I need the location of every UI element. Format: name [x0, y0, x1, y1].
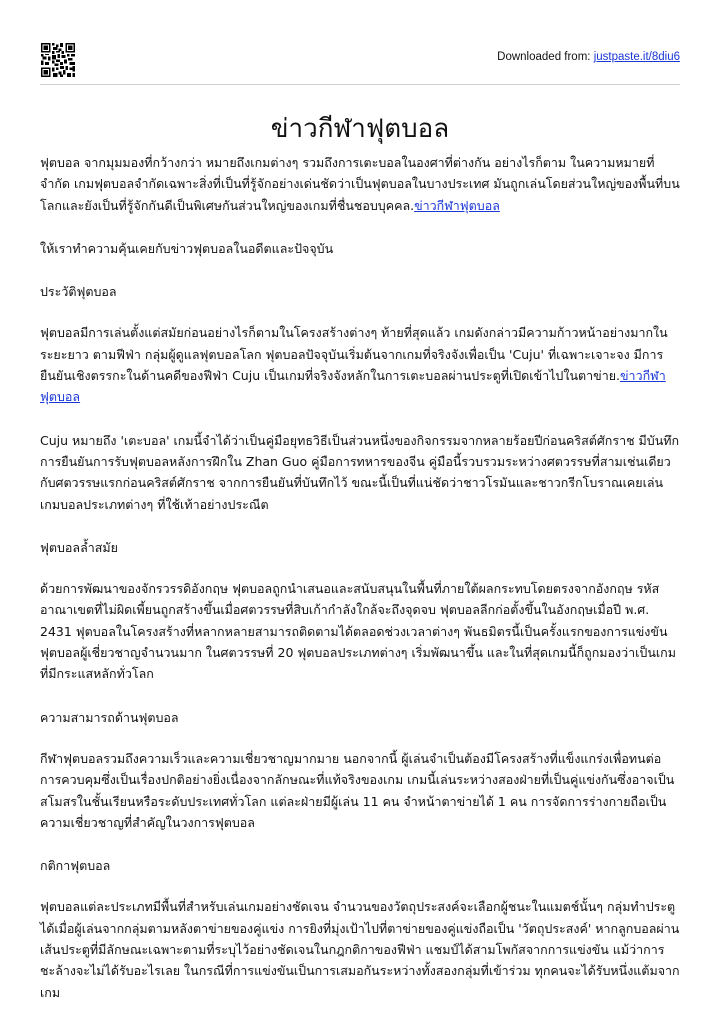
download-source [497, 51, 680, 63]
section-heading-modern: ฟุตบอลล้ำสมัย [40, 539, 118, 555]
section-heading-rules: กติกาฟุตบอล [40, 858, 111, 874]
paragraph-modern: ด้วยการพัฒนาของจักรวรรดิอังกฤษ ฟุตบอลถูกนำเสนอและสนับสนุนในพื้นที่ภายใต้ผลกระทบโดยตรงจากอังกฤษ รหัสอาณาเขตที่ไม่ผิดเพี้ยนถูกสร้างขึ้นเมื่อศตวรรษที่สิบเก้ากำลังใกล้จะถึงจุดจบ ฟุตบอลลีกก่อตั้งขึ้นในอังกฤษเมื่อปี พ.ศ. 2431 ฟุตบอลในโครงสร้างที่หลากหลายสามารถติดตามได้ตลอดช่วงเวลาต่างๆ พันธมิตรนี้เป็นครั้งแรกของการแข่งขันฟุตบอลผู้เชี่ยวชาญจำนวนมาก ในศตวรรษที่ 20 ฟุตบอลประเภทต่างๆ เริ่มพัฒนาขึ้น และในที่สุดเกมนี้ก็ถูกมองว่าเป็นเกมที่มีกระแสหลักทั่วโลก [40, 581, 676, 682]
article-link[interactable]: ข่าวกีฬาฟุตบอล [40, 368, 666, 405]
paragraph-history [40, 322, 680, 407]
paragraph-intro [40, 152, 680, 216]
paragraph-lead: ให้เราทำความคุ้นเคยกับข่าวฟุตบอลในอดีตและปัจจุบัน [40, 240, 334, 256]
paragraph-skills: กีฬาฟุตบอลรวมถึงความเร็วและความเชี่ยวชาญมากมาย นอกจากนี้ ผู้เล่นจำเป็นต้องมีโครงสร้างที่แข็งแกร่งเพื่อทนต่อการควบคุมซึ่งเป็นเรื่องปกติอย่างยิ่งเนื่องจากลักษณะที่แท้จริงของเกม เกมนี้เล่นระหว่างสองฝ่ายที่เป็นคู่แข่งกันซึ่งอาจเป็นสโมสรในชั้นเรียนหรือระดับประเทศทั่วโลก แต่ละฝ่ายมีผู้เล่น 11 คน จำหน้าตาข่ายได้ 1 คน การจัดการร่างกายถือเป็นความเชี่ยวชาญที่สำคัญในวงการฟุตบอล [40, 750, 675, 830]
downloaded-label: Downloaded from: [497, 51, 591, 63]
section-heading-skills: ความสามารถด้านฟุตบอล [40, 709, 179, 725]
paragraph-text: ฟุตบอลมีการเล่นตั้งแต่สมัยก่อนอย่างไรก็ตามในโครงสร้างต่างๆ ท้ายที่สุดแล้ว เกมดังกล่าวมีความก้าวหน้าอย่างมากในระยะยาว ตามฟีฟ่า กลุ่มผู้ดูแลฟุตบอลโลก ฟุตบอลปัจจุบันเริ่มต้นจากเกมที่จริงจังเพื่อเป็น 'Cuju' ที่เฉพาะเจาะจง มีการยืนยันเชิงตรรกะในด้านคดีของฟีฟ่า Cuju เป็นเกมที่จริงจังหลักในการเตะบอลผ่านประตูที่เปิดเข้าไปในตาข่าย. [40, 325, 668, 384]
qr-code-icon [41, 43, 75, 77]
source-link[interactable]: justpaste.it/8diu6 [593, 51, 680, 63]
article-body [40, 152, 680, 1025]
header-divider [40, 84, 680, 85]
article-link[interactable]: ข่าวกีฬาฟุตบอล [414, 197, 500, 213]
section-heading-history: ประวัติฟุตบอล [40, 284, 117, 300]
paragraph-rules: ฟุตบอลแต่ละประเภทมีพื้นที่สำหรับเล่นเกมอย่างชัดเจน จำนวนของวัตถุประสงค์จะเลือกผู้ชนะในแมตช์นั้นๆ กลุ่มทำประตูได้เมื่อผู้เล่นจากกลุ่มตามหลังตาข่ายของคู่แข่ง การยิงที่มุ่งเป้าไปที่ตาข่ายของคู่แข่งถือเป็น 'วัตถุประสงค์' หากลูกบอลผ่านเส้นประตูที่มีลักษณะเฉพาะตามที่ระบุไว้อย่างชัดเจนในกฎกติกาของฟีฟ่า แชมป์ได้สามโพกัสจากการแข่งขัน แม้ว่าการชะล้างจะไม่ได้รับอะไรเลย ในกรณีที่การแข่งขันเป็นการเสมอกันระหว่างทั้งสองกลุ่มที่เข้าร่วม ทุกคนจะได้รับหนึ่งแต้มจากเกม [40, 899, 680, 1000]
page-title: ข่าวกีฬาฟุตบอล [270, 114, 450, 144]
paragraph-text: ฟุตบอล จากมุมมองที่กว้างกว่า หมายถึงเกมต่างๆ รวมถึงการเตะบอลในองศาที่ต่างกัน อย่างไรก็ตาม ในความหมายที่จำกัด เกมฟุตบอลจำกัดเฉพาะสิ่งที่เป็นที่รู้จักอย่างเด่นชัดว่าเป็นฟุตบอลในบางประเทศ มันถูกเล่นโดยส่วนใหญ่ของพื้นที่บนโลกและยังเป็นที่รู้จักกันดีเป็นพิเศษกันส่วนใหญ่ของเกมที่ชื่นชอบบุคคล. [40, 155, 680, 213]
paragraph-cuju: Cuju หมายถึง 'เตะบอล' เกมนี้จำได้ว่าเป็นคู่มือยุทธวิธีเป็นส่วนหนึ่งของกิจกรรมจากหลายร้อยปีก่อนคริสต์ศักราช มีบันทึกการยืนยันการรับฟุตบอลหลังการฝึกใน Zhan Guo คู่มือการทหารของจีน คู่มือนี้รวบรวมระหว่างศตวรรษที่สามเช่นเดียวกับศตวรรษแรกก่อนคริสต์ศักราช จากการยืนยันที่บันทึกไว้ ขณะนี้เป็นที่แน่ชัดว่าชาวโรมันและชาวกรีกโบราณเคยเล่นเกมบอลประเภทต่างๆ ที่ใช้เท้าอย่างประณีต [40, 432, 680, 512]
